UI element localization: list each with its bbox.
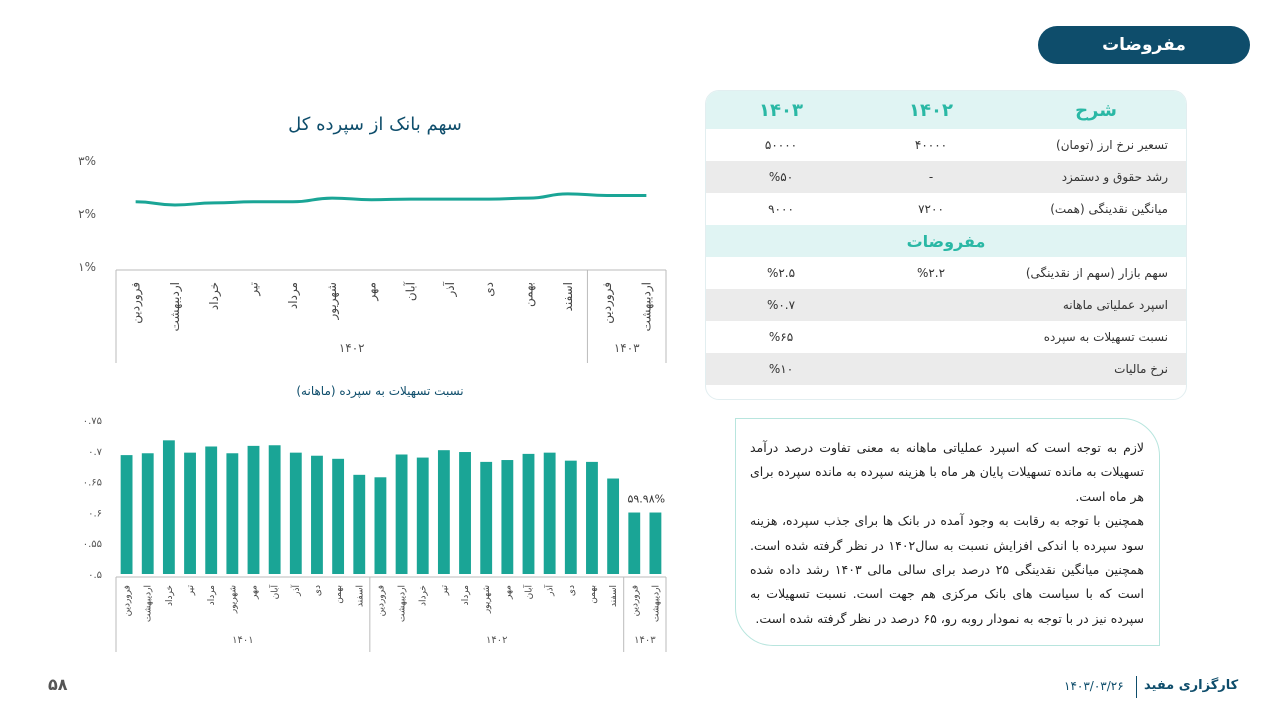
notes-paragraph-1: لازم به توجه است که اسپرد عملیاتی ماهانه به معنی تفاوت درصد درآمد تسهیلات به مانده تسهیلات پایان هر ماه با هزینه سپرده به مانده سپرده برای هر ماه است.	[750, 440, 1144, 504]
cell-1402: ۴۰۰۰۰	[914, 138, 948, 152]
row-label: نرخ مالیات	[1006, 353, 1186, 385]
x-tick-label: آذر	[442, 282, 457, 297]
x-tick-label: آبان	[403, 282, 418, 302]
cell-1402	[856, 353, 1006, 385]
group-label: ۱۴۰۱	[232, 635, 254, 646]
x-tick-label: بهمن	[334, 585, 345, 604]
x-tick-label: خرداد	[418, 585, 429, 607]
table-row	[706, 289, 1186, 321]
bar	[565, 461, 577, 574]
x-tick-label: مرداد	[207, 585, 218, 606]
col-header-1403: ۱۴۰۳	[706, 91, 856, 129]
cell-1403: ۵۰۰۰۰	[764, 138, 798, 152]
col-header-desc: شرح	[1006, 91, 1186, 129]
bar	[290, 453, 302, 574]
row-label: میانگین نقدینگی (همت)	[1050, 202, 1168, 216]
x-tick-label: اردیبهشت	[143, 585, 154, 623]
table-row	[706, 321, 1186, 353]
group-label: ۱۴۰۳	[634, 635, 656, 646]
line-chart	[70, 145, 680, 370]
bar	[184, 453, 196, 574]
table-header-row	[706, 91, 1186, 129]
x-tick-label: دی	[566, 585, 577, 597]
footer-date: ۱۴۰۳/۰۳/۲۶	[1064, 679, 1124, 693]
bar-chart	[70, 380, 680, 655]
notes-paragraph-2: همچنین با توجه به رقابت به وجود آمده در بانک ها برای جذب سپرده، هزینه سود سپرده با اندکی افزایش نسبت به سال۱۴۰۲ در نظر گرفته شده است. همچنین میانگین نقدینگی ۲۵ درصد برای سالی مالی ۱۴۰۳ رشد داده شده است که با سیاست های بانک مرکزی هم جهت است. نسبت تسهیلات به سپرده نیز در با توجه به نمودار روبه رو، ۶۵ درصد در نظر گرفته شده است.	[750, 513, 1144, 626]
x-tick-label: فروردین	[630, 585, 641, 617]
bar	[353, 475, 365, 574]
bar	[205, 446, 217, 574]
footer-company: کارگزاری مفید	[1144, 678, 1239, 693]
group-label: ۱۴۰۳	[613, 341, 640, 355]
cell-1403: %۱۰	[706, 353, 856, 385]
x-tick-label: مهر	[503, 585, 514, 599]
bar	[501, 460, 513, 574]
x-tick-label: شهریور	[228, 585, 239, 614]
assumptions-card	[705, 90, 1187, 400]
assumptions-table	[706, 91, 1186, 385]
x-tick-label: فروردین	[376, 585, 387, 617]
cell-1402	[856, 321, 1006, 353]
x-tick-label: اردیبهشت	[651, 585, 662, 623]
cell-1403: %۲.۵	[766, 266, 796, 280]
x-tick-label: خرداد	[164, 585, 175, 607]
bar	[375, 477, 387, 574]
table-row	[706, 129, 1186, 161]
bar	[248, 446, 260, 574]
x-tick-label: اردیبهشت	[639, 282, 654, 332]
series-line	[136, 194, 647, 205]
row-label: نسبت تسهیلات به سپرده	[1043, 330, 1168, 344]
x-tick-label: بهمن	[587, 585, 598, 604]
footer-divider	[1136, 676, 1137, 698]
x-tick-label: اسفند	[560, 282, 575, 312]
x-tick-label: تیر	[186, 585, 197, 596]
bar	[163, 440, 175, 574]
bar	[523, 454, 535, 574]
bar	[311, 456, 323, 574]
table-row	[706, 353, 1186, 385]
bar	[586, 462, 598, 574]
subheader-label: مفروضات	[706, 225, 1186, 257]
y-tick-label: ۱%	[78, 260, 96, 274]
x-tick-label: اردیبهشت	[167, 282, 182, 332]
cell-1402	[856, 289, 1006, 321]
x-tick-label: اسفند	[609, 585, 620, 608]
table-row	[706, 257, 1186, 289]
x-tick-label: تیر	[246, 282, 261, 296]
y-tick-label: ۰.۷۵	[82, 416, 102, 427]
y-tick-label: ۰.۵۵	[82, 539, 102, 551]
bar	[396, 454, 408, 574]
x-tick-label: مهر	[364, 282, 379, 301]
x-tick-label: مرداد	[285, 282, 300, 310]
x-tick-label: اسفند	[355, 585, 366, 608]
y-tick-label: ۰.۶	[88, 508, 102, 520]
cell-1403: ۹۰۰۰	[768, 202, 794, 216]
x-tick-label: شهریور	[325, 282, 340, 320]
y-tick-label: ۰.۶۵	[82, 477, 102, 489]
cell-1403: %۰.۷	[706, 289, 856, 321]
y-tick-label: ۰.۵	[88, 570, 102, 581]
x-tick-label: آذر	[291, 585, 302, 596]
x-tick-label: فروردین	[600, 282, 615, 324]
bar	[121, 455, 133, 574]
x-tick-label: بهمن	[521, 282, 536, 307]
x-tick-label: تیر	[439, 585, 450, 596]
row-label: اسپرد عملیاتی ماهانه	[1006, 289, 1186, 321]
bar	[332, 459, 344, 574]
group-label: ۱۴۰۲	[338, 341, 365, 355]
row-label: تسعیر نرخ ارز (تومان)	[1056, 138, 1168, 152]
bar	[417, 458, 429, 574]
table-row	[706, 161, 1186, 193]
x-tick-label: آبان	[270, 585, 281, 600]
x-tick-label: دی	[312, 585, 323, 597]
x-tick-label: فروردین	[128, 282, 143, 324]
bar	[226, 453, 238, 574]
table-row	[706, 193, 1186, 225]
x-tick-label: خرداد	[207, 282, 222, 311]
y-tick-label: ۰.۷	[88, 446, 102, 458]
group-label: ۱۴۰۲	[486, 635, 508, 646]
x-tick-label: فروردین	[122, 585, 133, 617]
cell-1403: %۶۵	[768, 330, 794, 344]
cell-1403: %۵۰	[706, 161, 856, 193]
bar	[607, 479, 619, 574]
x-tick-label: مهر	[249, 585, 260, 599]
data-label: ۵۹.۹۸%	[627, 492, 666, 506]
y-tick-label: ۲%	[78, 207, 96, 221]
bar	[544, 453, 556, 574]
x-tick-label: آبان	[524, 585, 535, 600]
cell-1402: %۲.۲	[916, 266, 946, 280]
y-tick-label: ۳%	[78, 154, 96, 168]
page-title: مفروضات	[1038, 26, 1250, 64]
row-label: رشد حقوق و دستمزد	[1006, 161, 1186, 193]
bar	[628, 513, 640, 574]
bar-chart-title: نسبت تسهیلات به سپرده (ماهانه)	[296, 384, 464, 398]
bar	[142, 453, 154, 574]
bar	[459, 452, 471, 574]
cell-1402: -	[856, 161, 1006, 193]
x-tick-label: مرداد	[461, 585, 472, 606]
x-tick-label: اردیبهشت	[397, 585, 408, 623]
page-number: ۵۸	[48, 675, 68, 694]
bar	[480, 462, 492, 574]
bar	[269, 445, 281, 574]
x-tick-label: آذر	[545, 585, 556, 596]
bar	[650, 513, 662, 574]
bar	[438, 450, 450, 574]
cell-1402: ۷۲۰۰	[918, 202, 944, 216]
row-label: سهم بازار (سهم از نقدینگی)	[1025, 266, 1168, 280]
table-subheader-row	[706, 225, 1186, 257]
line-chart-title: سهم بانک از سپرده کل	[288, 114, 462, 135]
x-tick-label: دی	[482, 282, 497, 297]
x-tick-label: شهریور	[482, 585, 493, 614]
col-header-1402: ۱۴۰۲	[856, 91, 1006, 129]
notes-text	[750, 436, 1144, 631]
